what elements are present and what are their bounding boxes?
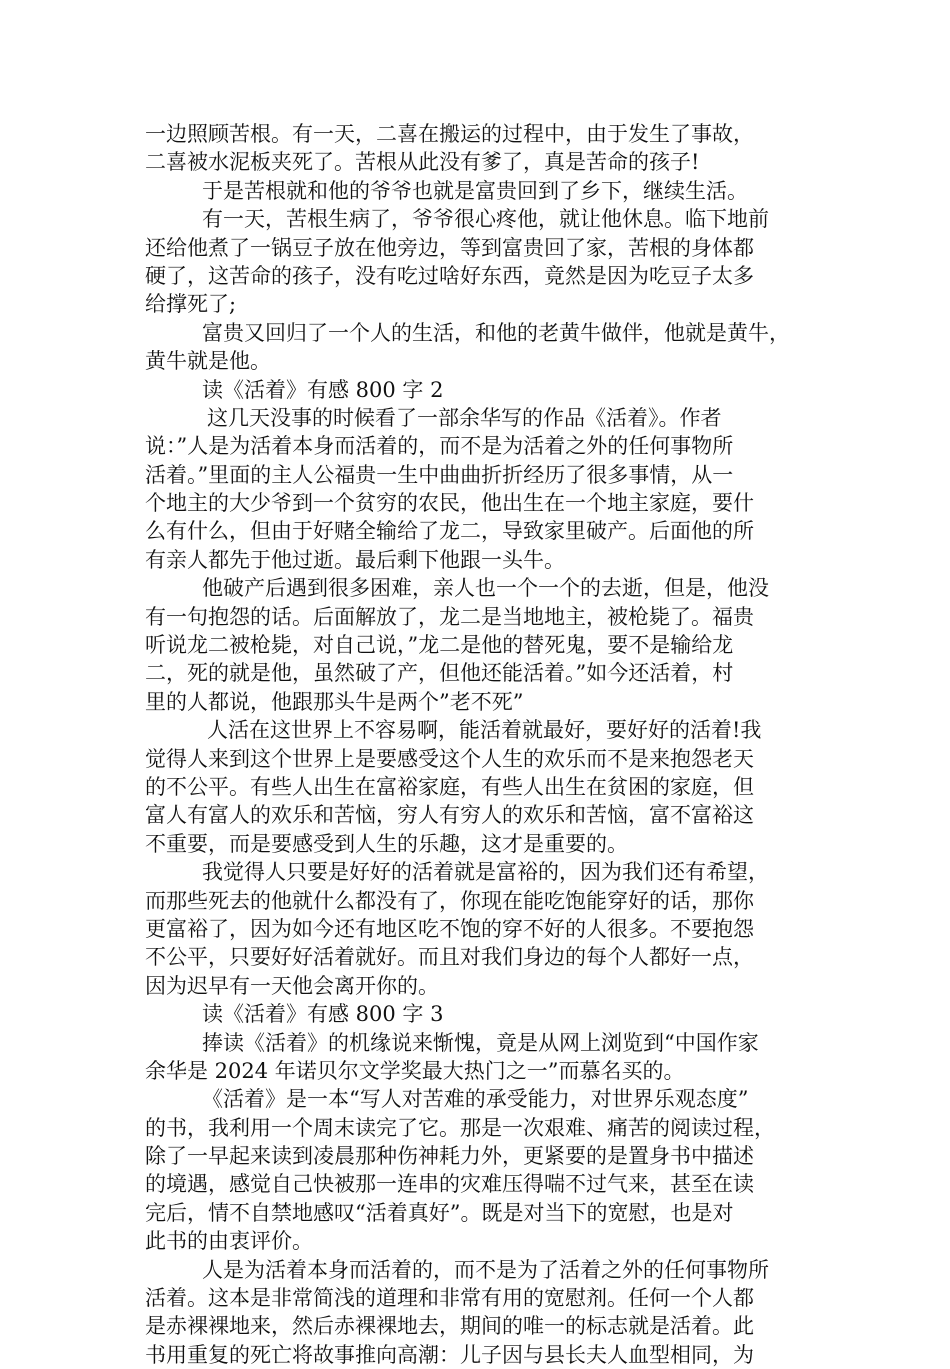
text-line: 个地主的大少爷到一个贫穷的农民，他出生在一个地主家庭，要什 [145, 491, 754, 516]
text-line: 读《活着》有感 800 字 3 [202, 1002, 444, 1027]
text-line: 有一天，苦根生病了，爷爷很心疼他，就让他休息。临下地前 [202, 207, 769, 232]
text-line: 于是苦根就和他的爷爷也就是富贵回到了乡下，继续生活。 [202, 178, 748, 203]
text-line: 因为迟早有一天他会离开你的。 [145, 973, 439, 998]
text-line: 还给他煮了一锅豆子放在他旁边，等到富贵回了家，苦根的身体都 [145, 235, 754, 260]
text-line: 我觉得人只要是好好的活着就是富裕的，因为我们还有希望， [202, 860, 769, 885]
text-line: 人活在这世界上不容易啊，能活着就最好，要好好的活着!我 [207, 718, 762, 743]
text-line: 此书的由衷评价。 [145, 1229, 313, 1254]
text-line: 捧读《活着》的机缘说来惭愧，竟是从网上浏览到“中国作家 [202, 1030, 759, 1055]
text-line: 不重要，而是要感受到人生的乐趣，这才是重要的。 [145, 831, 628, 856]
text-line: 而那些死去的他就什么都没有了，你现在能吃饱能穿好的话，那你 [145, 888, 754, 913]
text-line: 么有什么，但由于好赌全输给了龙二，导致家里破产。后面他的所 [145, 519, 754, 544]
text-line: 硬了，这苦命的孩子，没有吃过啥好东西，竟然是因为吃豆子太多 [145, 263, 754, 288]
text-line: 《活着》是一本“写人对苦难的承受能力，对世界乐观态度” [202, 1087, 749, 1112]
text-line: 有一句抱怨的话。后面解放了，龙二是当地地主，被枪毙了。福贵 [145, 604, 754, 629]
text-line: 他破产后遇到很多困难，亲人也一个一个的去逝，但是，他没 [202, 576, 769, 601]
text-line: 觉得人来到这个世界上是要感受这个人生的欢乐而不是来抱怨老天 [145, 746, 754, 771]
text-line: 富人有富人的欢乐和苦恼，穷人有穷人的欢乐和苦恼，富不富裕这 [145, 803, 754, 828]
text-line: 除了一早起来读到凌晨那种伤神耗力外，更紧要的是置身书中描述 [145, 1144, 754, 1169]
text-line: 余华是 2024 年诺贝尔文学奖最大热门之一”而慕名买的。 [145, 1058, 685, 1083]
text-line: 完后，情不自禁地感叹“活着真好”。既是对当下的宽慰，也是对 [145, 1200, 734, 1225]
document-page [145, 120, 805, 1369]
text-line: 活着。这本是非常简浅的道理和非常有用的宽慰剂。任何一个人都 [145, 1286, 754, 1311]
text-line: 人是为活着本身而活着的，而不是为了活着之外的任何事物所 [202, 1257, 769, 1282]
text-line: 更富裕了，因为如今还有地区吃不饱的穿不好的人很多。不要抱怨 [145, 916, 754, 941]
text-line: 听说龙二被枪毙，对自己说，”龙二是他的替死鬼，要不是输给龙 [145, 633, 734, 658]
text-line: 有亲人都先于他过逝。最后剩下他跟一头牛。 [145, 547, 565, 572]
text-line: 是赤裸裸地来，然后赤裸裸地去，期间的唯一的标志就是活着。此 [145, 1314, 754, 1339]
text-line: 二喜被水泥板夹死了。苦根从此没有爹了，真是苦命的孩子! [145, 150, 700, 175]
text-line: 书用重复的死亡将故事推向高潮：儿子因与县长夫人血型相同，为 [145, 1342, 754, 1367]
text-line: 里的人都说，他跟那头牛是两个”老不死” [145, 689, 524, 714]
text-line: 的不公平。有些人出生在富裕家庭，有些人出生在贫困的家庭，但 [145, 774, 754, 799]
text-line: 的境遇，感觉自己快被那一连串的灾难压得喘不过气来，甚至在读 [145, 1172, 754, 1197]
text-line: 的书，我利用一个周末读完了它。那是一次艰难、痛苦的阅读过程， [145, 1115, 775, 1140]
text-line: 二，死的就是他，虽然破了产，但他还能活着。”如今还活着，村 [145, 661, 734, 686]
text-line: 给撑死了; [145, 292, 237, 317]
text-line: 不公平，只要好好活着就好。而且对我们身边的每个人都好一点， [145, 945, 754, 970]
text-line: 黄牛就是他。 [145, 349, 271, 374]
text-line: 富贵又回归了一个人的生活，和他的老黄牛做伴，他就是黄牛， [202, 320, 790, 345]
text-line: 一边照顾苦根。有一天，二喜在搬运的过程中，由于发生了事故， [145, 122, 754, 146]
text-line: 活着。”里面的主人公福贵一生中曲曲折折经历了很多事情，从一 [145, 462, 734, 487]
text-line: 说：”人是为活着本身而活着的，而不是为活着之外的任何事物所 [145, 434, 734, 459]
text-line: 这几天没事的时候看了一部余华写的作品《活着》。作者 [207, 405, 722, 430]
text-line: 读《活着》有感 800 字 2 [202, 377, 444, 402]
